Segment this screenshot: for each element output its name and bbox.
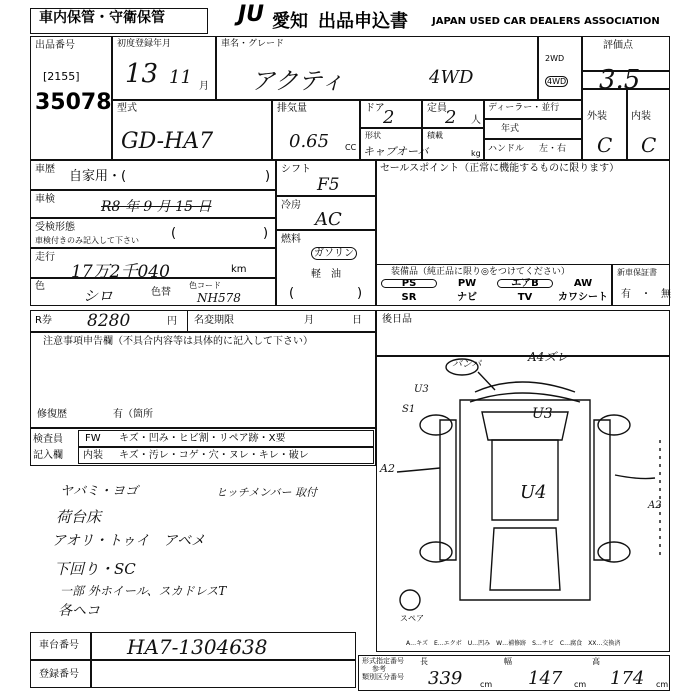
equipment-item: カワシート <box>558 292 608 303</box>
remark-3: アオリ・トゥイ アベメ <box>52 533 205 549</box>
width-label: 幅 <box>504 657 512 666</box>
receipt-label: 受検形態 <box>35 222 75 233</box>
equipment-item: TV <box>517 292 533 303</box>
height-unit: cm <box>656 680 669 689</box>
equipment-item: ナビ <box>457 292 477 303</box>
selling-points-label: セールスポイント（正常に機能するものに限ります） <box>380 163 620 174</box>
inspection-label: 車検 <box>35 194 55 205</box>
first-registration-label: 初度登録年月 <box>117 39 172 49</box>
registration-year: 13 <box>125 59 159 89</box>
capacity-label: 定員 <box>427 103 447 114</box>
mark-bumper: バンパ <box>452 359 482 370</box>
lot-label: 出品番号 <box>35 40 75 51</box>
name-change-month: 月 <box>304 315 314 326</box>
equipment-label: 装備品（純正品に限り◎をつけてください） <box>391 267 570 277</box>
height-label: 高 <box>592 657 600 666</box>
fuel-diesel: 軽 油 <box>311 269 341 280</box>
association-name: JAPAN USED CAR DEALERS ASSOCIATION <box>432 16 660 27</box>
capacity-unit: 人 <box>471 115 481 126</box>
fw-tag: FW <box>85 433 101 444</box>
aircon-value: AC <box>315 209 342 230</box>
capacity-value: 2 <box>445 107 457 128</box>
year-label: 年式 <box>501 124 520 134</box>
receipt-note: 車検付きのみ記入して下さい <box>35 236 139 245</box>
warranty-options: 有 ・ 無 <box>621 289 671 300</box>
equipment-item: AW <box>573 278 593 289</box>
storage-label: 車内保管・守衛保管 <box>39 10 165 26</box>
aircon-label: 冷房 <box>281 200 301 211</box>
mark-top: A4ズレ <box>528 350 569 364</box>
ju-logo: JU <box>238 2 265 27</box>
warranty-label: 新車保証書 <box>617 268 657 277</box>
history-value: 自家用・( <box>69 169 127 184</box>
recycle-value: 8280 <box>87 311 131 331</box>
equipment-item: PS <box>380 278 438 289</box>
width-value: 147 <box>528 668 563 689</box>
history-close: ) <box>265 169 271 184</box>
registration-no-label: 登録番号 <box>39 669 79 680</box>
equipment-item: SR <box>401 292 417 303</box>
score-label: 評価点 <box>603 40 633 51</box>
remark-2: 荷台床 <box>56 508 102 526</box>
history-label: 車歴 <box>35 164 55 175</box>
inspector-label-2: 記入欄 <box>33 450 63 461</box>
shape-label: 形状 <box>365 131 381 140</box>
lot-number: 35078 <box>35 90 112 115</box>
recycle-label: R券 <box>35 315 52 326</box>
fuel-open: ( <box>289 286 295 301</box>
mileage-label: 走行 <box>35 252 55 263</box>
chassis-row <box>30 632 356 660</box>
registration-no-row <box>30 660 356 688</box>
length-unit: cm <box>480 680 493 689</box>
type-value: GD-HA7 <box>121 129 214 154</box>
interior-grade: C <box>641 133 657 157</box>
mileage-value: 17万2千040 <box>71 262 170 282</box>
recycle-unit: 円 <box>167 316 177 327</box>
dimension-label-2: 参考 <box>372 665 386 673</box>
equipment-item: エアB <box>496 278 554 289</box>
month-unit: 月 <box>199 81 209 92</box>
dimension-sub: 類別区分番号 <box>362 673 404 681</box>
drive-2wd: 2WD <box>545 54 565 63</box>
exterior-grade: C <box>597 133 613 157</box>
handle-options: 左・右 <box>539 144 567 154</box>
mark-right-a2: A2 <box>648 500 662 511</box>
exterior-label: 外装 <box>587 111 607 122</box>
color-value: シロ <box>83 287 114 305</box>
inspection-value: R8 年 9 月 15 日 <box>101 199 212 215</box>
inspector-label-1: 検査員 <box>33 434 63 445</box>
shape-value: キャブオーバ <box>363 145 429 158</box>
width-unit: cm <box>574 680 587 689</box>
chassis-value: HA7-1304638 <box>127 635 268 659</box>
model-name: アクティ <box>251 67 345 95</box>
remark-6: 各ヘコ <box>58 603 100 619</box>
length-label: 長 <box>420 657 428 666</box>
model-label: 車名・グレード <box>221 39 285 49</box>
shift-label: シフト <box>281 164 311 175</box>
form-title: 出品申込書 <box>318 11 408 32</box>
name-change-label: 名変期限 <box>194 315 234 326</box>
mark-spare: スペア <box>400 614 424 623</box>
interior-items: キズ・汚レ・コゲ・穴・ヌレ・キレ・破レ <box>119 450 309 461</box>
after-market-label: 後日品 <box>382 314 412 325</box>
displacement-unit: CC <box>345 143 357 152</box>
load-label: 積載 <box>427 131 443 140</box>
remark-5: 一部 外ホイール、スカドレスT <box>60 584 227 598</box>
model-grade: 4WD <box>429 67 474 88</box>
dimension-label-1: 形式指定番号 <box>362 657 404 665</box>
fuel-gasoline: ガソリン <box>311 247 357 260</box>
score-value: 3.5 <box>599 65 641 95</box>
mark-left-a2: A2 <box>380 462 395 475</box>
fuel-close: ) <box>357 286 363 301</box>
remark-7: ヒッチメンバー 取付 <box>216 486 317 499</box>
lot-sub-number: [2155] <box>43 70 80 83</box>
fuel-label: 燃料 <box>281 234 301 245</box>
load-unit: kg <box>471 149 481 158</box>
length-value: 339 <box>428 668 463 689</box>
dealer-label: ディーラー・並行 <box>488 103 560 113</box>
doors-label: ドア <box>365 103 385 114</box>
mark-left-s1: S1 <box>402 404 416 415</box>
color-change-label: 色替 <box>151 287 171 298</box>
displacement-value: 0.65 <box>289 131 330 152</box>
repair-label: 修復歴 <box>37 409 67 420</box>
mark-center-u3: U3 <box>532 406 553 422</box>
drive-4wd: 4WD <box>547 77 567 86</box>
damage-legend: A…キズ E…エクボ U…凹み W…補修跡 S…サビ C…腐食 XX…交換済 <box>406 640 621 647</box>
color-code-value: NH578 <box>197 291 241 305</box>
equipment-item: PW <box>457 278 477 289</box>
notes-label: 注意事項申告欄（不具合内容等は具体的に記入して下さい） <box>43 336 313 347</box>
mileage-unit: km <box>231 264 247 275</box>
type-label: 型式 <box>117 103 137 114</box>
repair-value: 有（箇所 <box>113 409 153 420</box>
fw-items: キズ・凹み・ヒビ割・リペア跡・X要 <box>119 433 286 444</box>
interior-label: 内装 <box>631 111 651 122</box>
receipt-open: ( <box>171 226 177 241</box>
displacement-label: 排気量 <box>277 103 307 114</box>
chassis-divider <box>90 632 92 688</box>
height-value: 174 <box>610 668 645 689</box>
doors-value: 2 <box>383 107 395 128</box>
shift-value: F5 <box>317 175 340 195</box>
interior-tag: 内装 <box>83 450 103 461</box>
brand-name: 愛知 <box>272 11 308 32</box>
handle-label: ハンドル <box>488 144 525 154</box>
receipt-close: ) <box>263 226 269 241</box>
color-code-label: 色コード <box>189 281 221 290</box>
remark-1: ヤバミ・ヨゴ <box>60 484 139 499</box>
name-change-day: 日 <box>352 315 362 326</box>
remark-4: 下回り・SC <box>54 560 136 578</box>
registration-month: 11 <box>169 67 192 88</box>
mark-center-u4: U4 <box>520 482 547 503</box>
chassis-label: 車台番号 <box>39 640 79 651</box>
mark-left-u3: U3 <box>414 384 429 395</box>
color-label: 色 <box>35 281 45 292</box>
